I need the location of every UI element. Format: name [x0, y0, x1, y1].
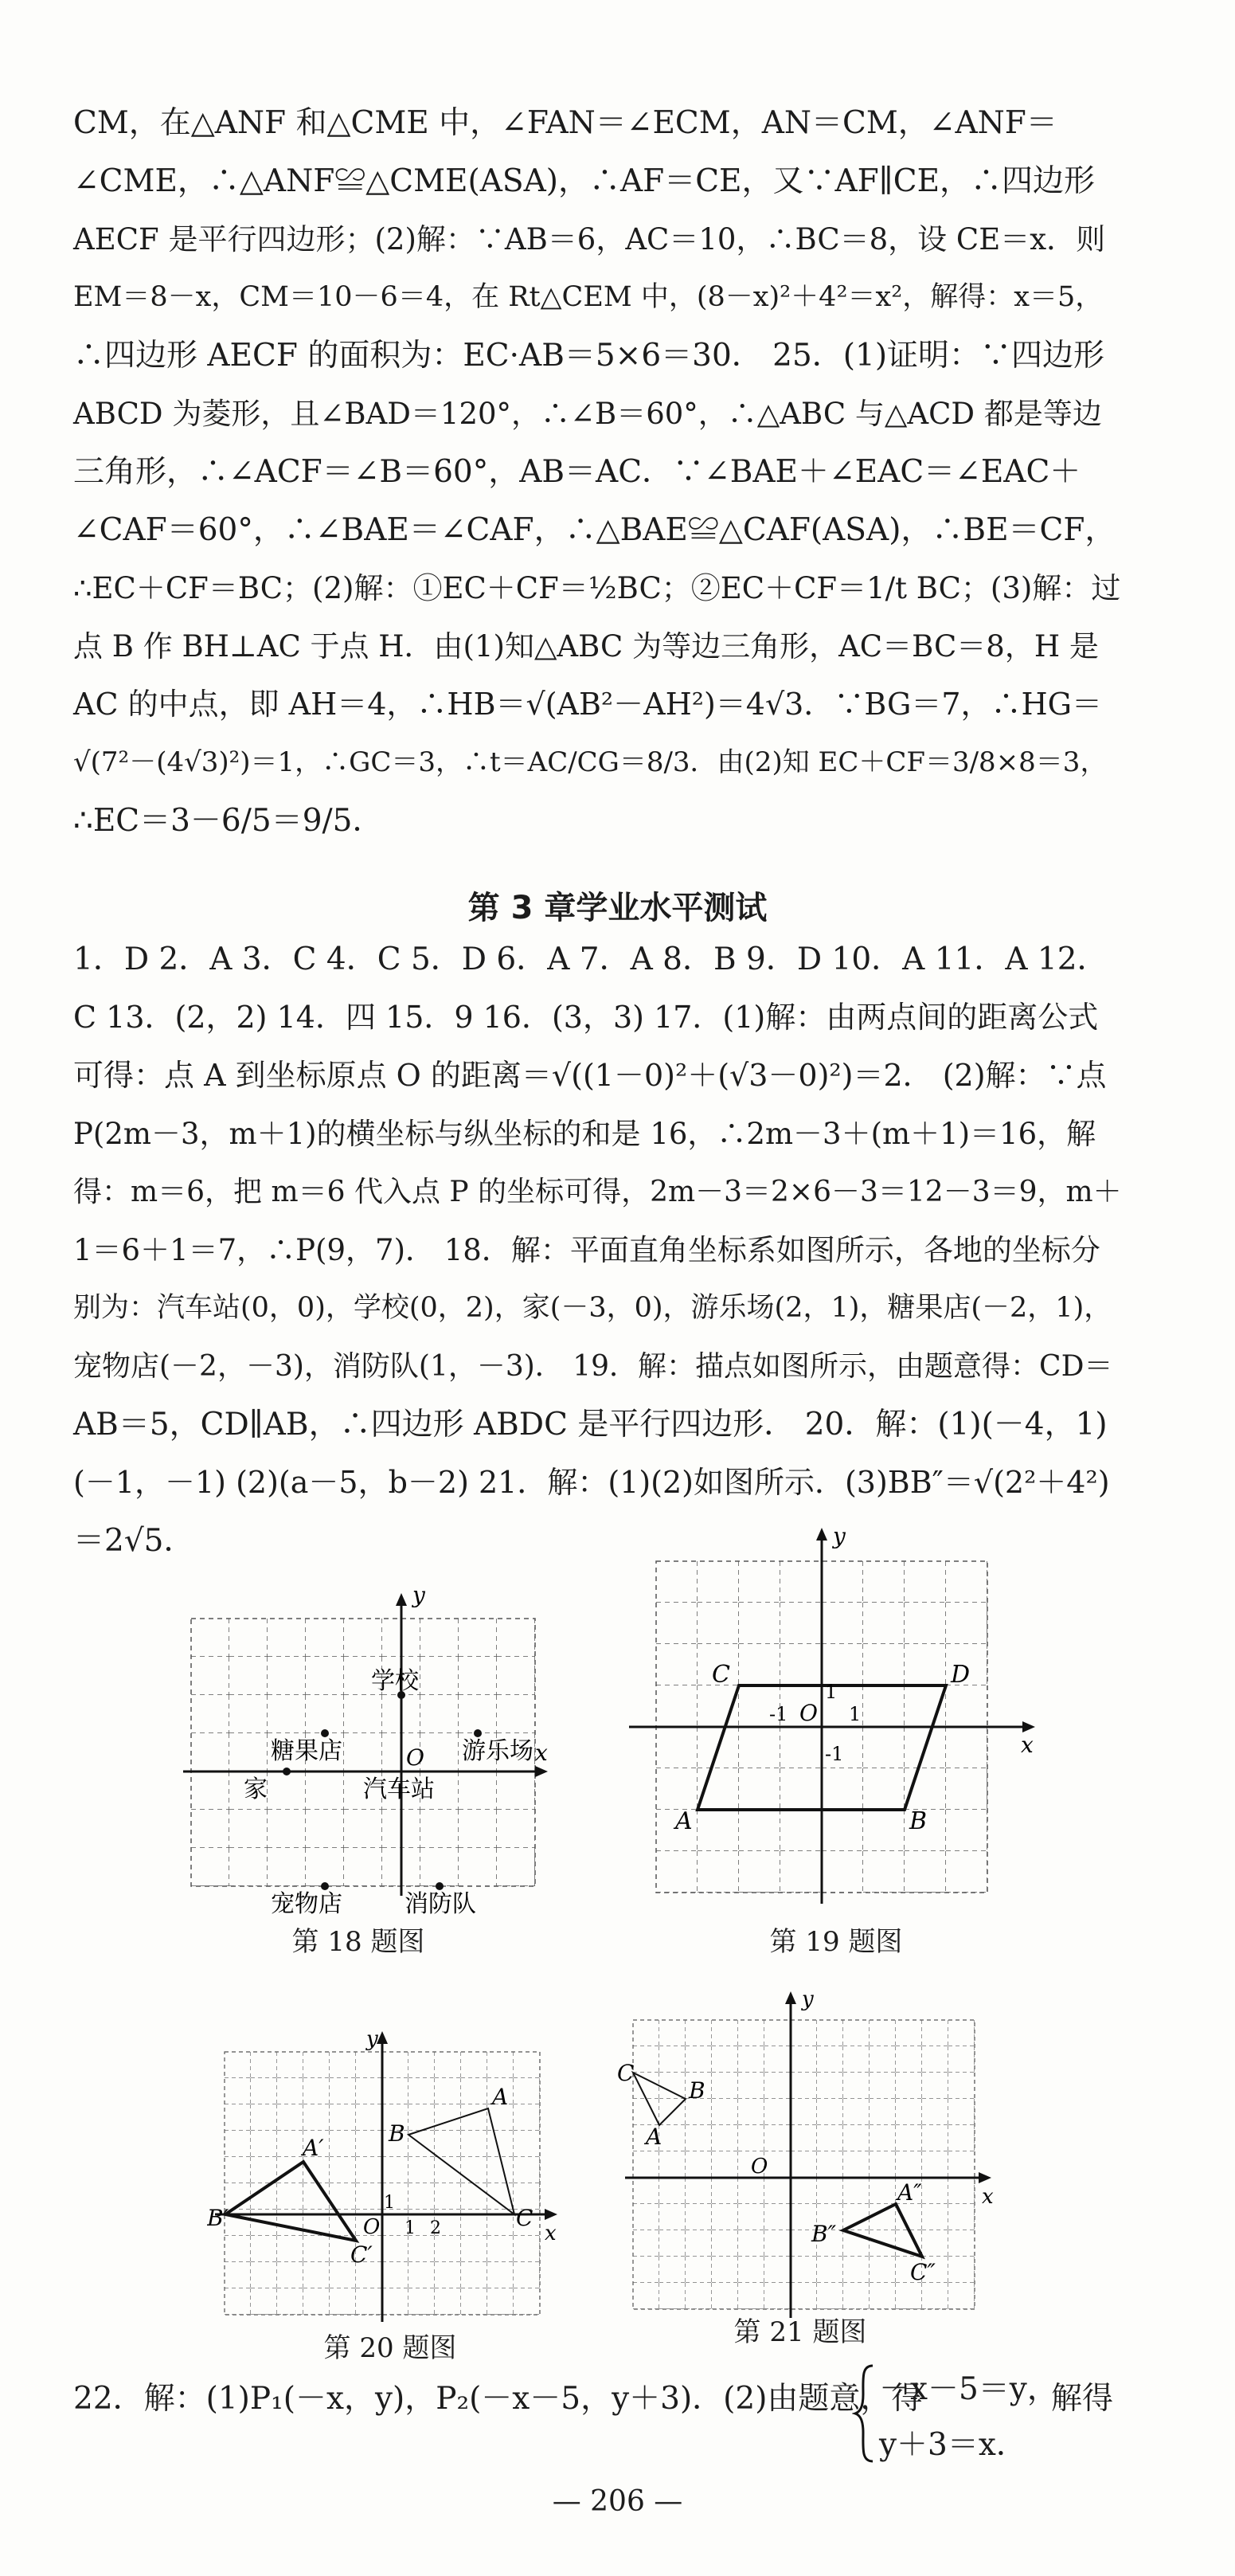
- page-number: — 206 —: [552, 2485, 683, 2518]
- problem-22: [0, 2359, 1235, 2471]
- answer-paragraph-1: [73, 94, 1123, 850]
- text-line: P(2m－3，m＋1)的横坐标与纵坐标的和是 16，∴2m－3＋(m＋1)＝16，解: [73, 1117, 1096, 1151]
- figure-21: [617, 1983, 1015, 2348]
- text-line: ∠CAF＝60°，∴∠BAE＝∠CAF，∴△BAE≌△CAF(ASA)，∴BE＝CF，: [73, 512, 1116, 548]
- text-line: AECF 是平行四边形；(2)解：∵AB＝6，AC＝10，∴BC＝8，设 CE＝x．则: [73, 222, 1106, 256]
- text-line: ∴四边形 AECF 的面积为：EC·AB＝5×6＝30． 25．(1)证明：∵四边形: [73, 338, 1105, 374]
- tick-x-2: 2: [430, 2218, 441, 2238]
- label-a: A: [675, 1807, 693, 1835]
- label-amusement: 游乐场: [462, 1737, 533, 1765]
- text-line: 可得：点 A 到坐标原点 O 的距离＝√((1－0)²＋(√3－0)²)＝2． (2)解：∵点: [73, 1058, 1107, 1093]
- point-fire: [436, 1882, 444, 1890]
- y-axis-label: y: [366, 2027, 378, 2051]
- point-candy: [321, 1729, 329, 1737]
- label-c: C: [516, 2205, 533, 2231]
- point-amusement: [474, 1729, 482, 1737]
- text-line: AC 的中点，即 AH＝4，∴HB＝√(AB²－AH²)＝4√3．∵BG＝7，∴HG＝: [73, 687, 1103, 722]
- y-axis-label: y: [833, 1523, 846, 1549]
- caption-fig21: 第 21 题图: [733, 2316, 867, 2348]
- tick-y-1: 1: [384, 2193, 395, 2213]
- text-line: CM，在△ANF 和△CME 中，∠FAN＝∠ECM，AN＝CM，∠ANF＝: [73, 105, 1057, 141]
- text-line: (－1，－1) (2)(a－5，b－2) 21．解：(1)(2)如图所示．(3)BB″＝√(2²＋4²): [73, 1465, 1110, 1500]
- text-line: ∴EC＋CF＝BC；(2)解：①EC＋CF＝½BC；②EC＋CF＝1/t BC；(3)解：过: [73, 571, 1121, 605]
- figure-19: [629, 1521, 1043, 1958]
- text-line: AB＝5，CD∥AB，∴四边形 ABDC 是平行四边形． 20．解：(1)(－4，1): [73, 1407, 1108, 1443]
- label-a2: A″: [897, 2179, 922, 2206]
- caption-fig19: 第 19 题图: [769, 1926, 903, 1958]
- text-line: 点 B 作 BH⊥AC 于点 H．由(1)知△ABC 为等边三角形，AC＝BC＝8，H 是: [73, 629, 1099, 664]
- label-b1: B′: [207, 2205, 229, 2231]
- text-line: ABCD 为菱形，且∠BAD＝120°，∴∠B＝60°，∴△ABC 与△ACD 都是等边: [73, 397, 1102, 431]
- brace-icon: [852, 2363, 876, 2464]
- point-pet: [321, 1882, 329, 1890]
- section-title: 第 3 章学业水平测试: [467, 890, 768, 926]
- label-b: B: [389, 2120, 405, 2147]
- figure-20: [207, 2023, 573, 2364]
- text-line: ∴EC＝3－6/5＝9/5．: [73, 803, 384, 839]
- tick-y-1: 1: [825, 1681, 838, 1703]
- label-candy: 糖果店: [271, 1737, 342, 1765]
- tick-y-neg1: -1: [825, 1743, 844, 1765]
- label-fire: 消防队: [405, 1890, 476, 1918]
- label-school: 学校: [371, 1667, 419, 1695]
- equation-1: －x－5＝y，: [879, 2371, 1058, 2407]
- text-line: ＝2√5．: [73, 1523, 195, 1559]
- tick-x-neg1: -1: [769, 1703, 788, 1725]
- label-a: A: [492, 2084, 509, 2110]
- x-axis-label: x: [1021, 1732, 1034, 1758]
- tick-x-1: 1: [405, 2218, 416, 2238]
- text-line: 得：m＝6，把 m＝6 代入点 P 的坐标可得，2m－3＝2×6－3＝12－3＝9，m＋: [73, 1176, 1122, 1208]
- fig20-coordinate-grid: [207, 2023, 573, 2342]
- problem-22-text: 22．解：(1)P₁(－x，y)，P₂(－x－5，y＋3)．(2)由题意，得: [73, 2381, 923, 2417]
- caption-fig20: 第 20 题图: [323, 2332, 457, 2364]
- origin-label: O: [751, 2155, 768, 2179]
- text-line: ∠CME，∴△ANF≌△CME(ASA)，∴AF＝CE，又∵AF∥CE，∴四边形: [73, 163, 1096, 199]
- y-axis-label: y: [412, 1585, 425, 1608]
- equation-2: y＋3＝x．: [879, 2427, 1027, 2463]
- x-axis-label: x: [982, 2185, 994, 2209]
- label-d: D: [951, 1661, 971, 1689]
- text-line: EM＝8－x，CM＝10－6＝4，在 Rt△CEM 中，(8－x)²＋4²＝x²，解得：x＝5，: [73, 281, 1104, 313]
- label-pet: 宠物店: [271, 1890, 342, 1918]
- text-line: 宠物店(－2，－3)，消防队(1，－3)． 19．解：描点如图所示，由题意得：CD＝: [73, 1350, 1113, 1383]
- text-line: 1．D 2．A 3．C 4．C 5．D 6．A 7．A 8．B 9．D 10．A 11．A 12．: [73, 942, 1108, 977]
- origin-label: O: [363, 2215, 381, 2239]
- point-home: [283, 1768, 291, 1775]
- fig18-coordinate-grid: [167, 1585, 549, 1936]
- tick-x-1: 1: [849, 1703, 862, 1725]
- y-axis-label: y: [802, 1987, 814, 2011]
- text-line: 1＝6＋1＝7，∴P(9，7)． 18．解：平面直角坐标系如图所示，各地的坐标分: [73, 1233, 1100, 1267]
- label-c2: C″: [910, 2259, 936, 2285]
- label-a: A: [646, 2124, 662, 2150]
- fig19-coordinate-grid: [629, 1521, 1043, 1936]
- answer-paragraph-2: [73, 930, 1123, 1570]
- text-line: √(7²－(4√3)²)＝1，∴GC＝3，∴t＝AC/CG＝8/3．由(2)知 EC＋CF＝3/8×8＝3，: [73, 746, 1108, 778]
- label-home: 家: [244, 1775, 268, 1803]
- label-b: B: [909, 1807, 928, 1835]
- label-bus: 汽车站: [363, 1775, 435, 1803]
- problem-22-suffix: 解得: [1051, 2381, 1114, 2417]
- origin-label: O: [799, 1700, 818, 1726]
- fig21-coordinate-grid: [617, 1983, 1015, 2342]
- caption-fig18: 第 18 题图: [291, 1926, 425, 1958]
- label-a1: A′: [303, 2135, 324, 2161]
- figure-18: [167, 1585, 549, 1958]
- label-c: C: [617, 2060, 635, 2086]
- label-b: B: [689, 2077, 705, 2104]
- text-line: 别为：汽车站(0，0)，学校(0，2)，家(－3，0)，游乐场(2，1)，糖果店(－2，1)，: [73, 1292, 1112, 1324]
- x-axis-label: x: [545, 2222, 557, 2245]
- origin-label: O: [406, 1744, 424, 1771]
- label-c1: C′: [350, 2241, 373, 2268]
- text-line: C 13．(2，2) 14．四 15．9 16．(3，3) 17．(1)解：由两点间的距离公式: [73, 1000, 1099, 1035]
- x-axis-label: x: [535, 1740, 548, 1766]
- label-c: C: [712, 1661, 730, 1689]
- label-b2: B″: [811, 2221, 837, 2247]
- text-line: 三角形，∴∠ACF＝∠B＝60°，AB＝AC．∵∠BAE＋∠EAC＝∠EAC＋: [73, 454, 1081, 490]
